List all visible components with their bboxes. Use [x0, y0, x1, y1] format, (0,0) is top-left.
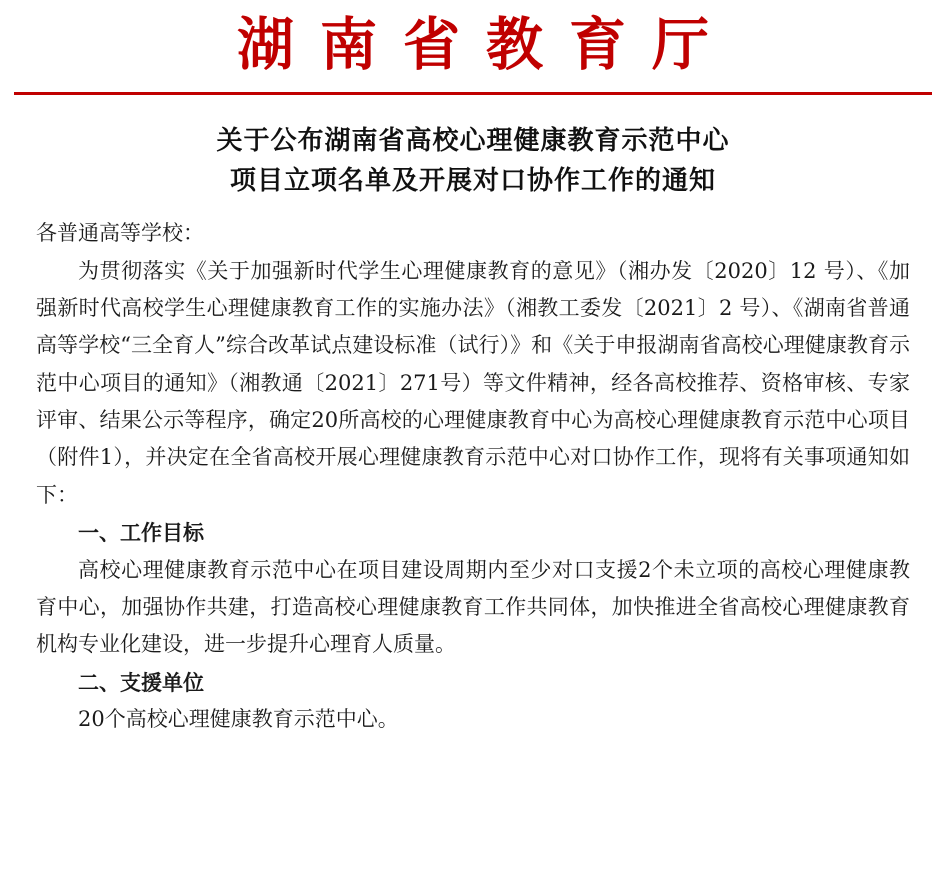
letterhead-organization: 湖南省教育厅	[237, 11, 735, 78]
document-title-line-2: 项目立项名单及开展对口协作工作的通知	[229, 165, 716, 196]
section-heading-work-goal: 一、工作目标	[78, 520, 204, 546]
salutation: 各普通高等学校：	[36, 221, 204, 246]
letterhead	[0, 0, 946, 95]
section-heading-support-units: 二、支援单位	[78, 669, 204, 695]
document-title-line-1: 关于公布湖南省高校心理健康教育示范中心	[216, 125, 730, 156]
letterhead-red-rule	[14, 92, 932, 95]
paragraph-background: 为贯彻落实《关于加强新时代学生心理健康教育的意见》（湘办发〔2020〕12 号）、《加强新时代高校学生心理健康教育工作的实施办法》（湘教工委发〔2021〕2 号）、《湖南省普通高等学校“三全育人”综合改革试点建设标准（试行）》和《关于申报湖南省高校心理健康教育示范中心项目的通知》（湘教通〔2021〕271号）等文件精神，经各高校推荐、资格审核、专家评审、结果公示等程序，确定20所高校的心理健康教育中心为高校心理健康教育示范中心项目（附件1），并决定在全省高校开展心理健康教育示范中心对口协作工作，现将有关事项通知如下：	[36, 258, 910, 507]
letterhead-rule-wrap	[0, 92, 946, 95]
document-body	[36, 215, 910, 738]
paragraph-support-units: 20个高校心理健康教育示范中心。	[78, 707, 399, 732]
paragraph-work-goal: 高校心理健康教育示范中心在项目建设周期内至少对口支援2个未立项的高校心理健康教育中心，加强协作共建，打造高校心理健康教育工作共同体，加快推进全省高校心理健康教育机构专业化建设，进一步提升心理育人质量。	[36, 557, 910, 657]
document-title	[0, 121, 946, 202]
